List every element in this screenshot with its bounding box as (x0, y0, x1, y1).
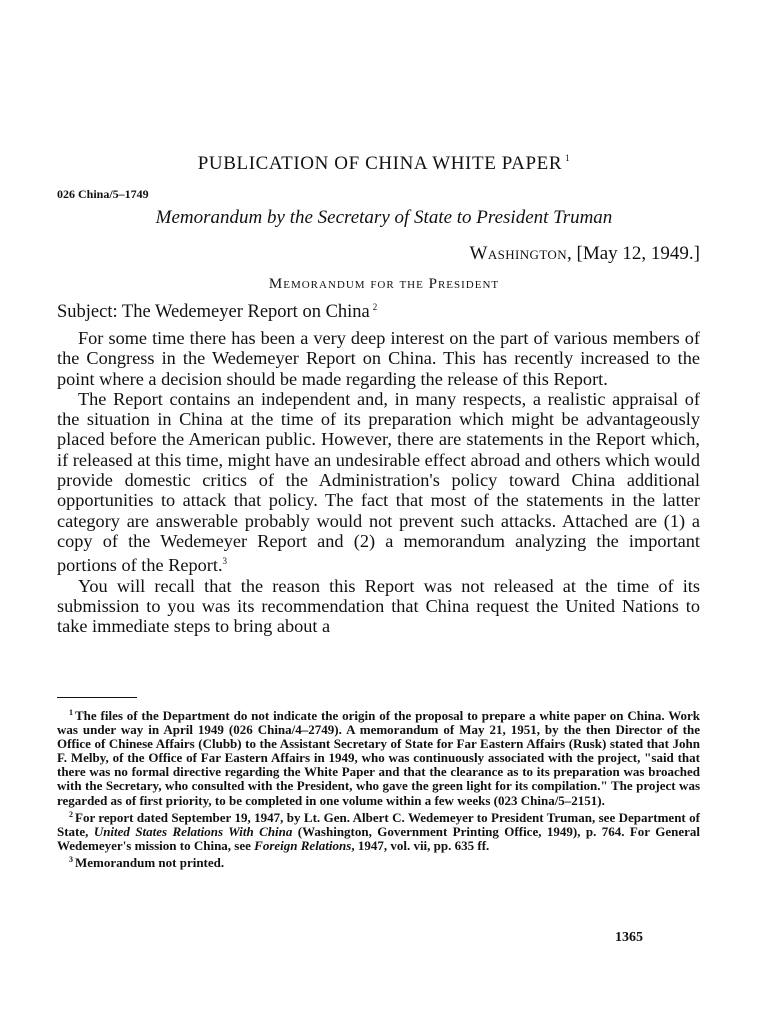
memo-heading: Memorandum for the President (268, 276, 500, 292)
memo-body (57, 328, 700, 636)
footnote-divider (57, 697, 137, 698)
paragraph-3: You will recall that the reason this Report was not released at the time of its submission to you was its recommendation that China request the United Nations to take immediate steps to bring about a (57, 575, 700, 637)
footnote-1: $^1$ The files of the Department do not indicate the origin of the proposal to prepare a white paper on China. Work was under way in April 1949 (026 China/4–2749). A memorandum of May 21, 1951, by the then Director of the Office of Chinese Affairs (Clubb) to the Assistant Secretary of State for Far Eastern Affairs (Rusk) stated that John F. Melby, of the Office of Far Eastern Affairs in 1949, who was continuously associated with the project, "said that there was no formal directive regarding the White Paper and that the clearance as to its preparation was broached with the Secretary, who consulted with the President, who gave the green light for its compilation." The project was regarded as of first priority, to be completed in one volume within a few weeks (023 China/5–2151). (57, 708, 700, 808)
footnote-marker-2: 2 (372, 302, 378, 312)
footnote-2: $^2$ For report dated September 19, 1947, by Lt. Gen. Albert C. Wedemeyer to President Truman, see Department of State, United States Relations With China (Washington, Government Printing Office, 1949), p. 764. For General Wedemeyer's mission to China, see Foreign Relations, 1947, vol. vii, pp. 635 ff. (57, 809, 700, 853)
page-number: 1365 (615, 930, 643, 945)
paragraph-2: The Report contains an independent and, in many respects, a realistic appraisal of the situation in China at the time of its preparation which might be advantageously placed before the American public. However, there are statements in the Report which, if released at this time, might have an undesirable effect abroad and others which would provide domestic critics of the Administration's policy toward China additional opportunities to attack that policy. The fact that most of the statements in the latter category are answerable probably would not prevent such attacks. Attached are (1) a copy of the Wedemeyer Report and (2) a memorandum analyzing the important portions of the Report.$^3$ (57, 388, 700, 576)
footnote-marker-1: 1 (565, 153, 571, 163)
footnote-marker-3: 3 (222, 556, 228, 567)
file-number: 026 China/5–1749 (57, 187, 149, 201)
dateline (469, 243, 700, 265)
place: Washington (469, 243, 568, 264)
memo-title: Memorandum by the Secretary of State to President Truman (155, 207, 613, 228)
paragraph-1: For some time there has been a very deep interest on the part of various members of the Congress in the Wedemeyer Report on China. This has recently increased to the point where a decision should be made regarding the release of this Report. (57, 328, 700, 389)
footnote-3: $^3$ Memorandum not printed. (69, 854, 225, 870)
footnotes (57, 706, 700, 870)
document-title: PUBLICATION OF CHINA WHITE PAPER $^1$ (197, 153, 571, 174)
subject-line: Subject: The Wedemeyer Report on China $^2$ (57, 302, 378, 322)
date: , [May 12, 1949.] (567, 243, 700, 264)
